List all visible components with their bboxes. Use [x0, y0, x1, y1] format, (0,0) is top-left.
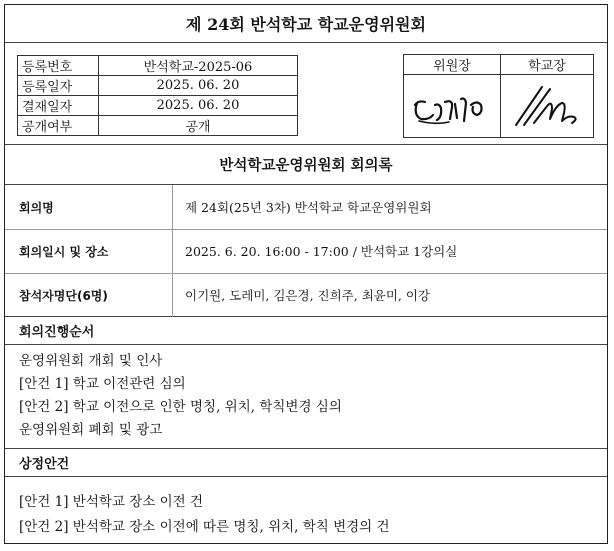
attendees-label: 참석자명단(6명)	[5, 273, 173, 317]
disclosure-label: 공개여부	[18, 116, 99, 136]
meeting-info	[5, 185, 607, 317]
meeting-name-value: 제 24회(25년 3차) 반석학교 학교운영위원회	[185, 200, 432, 215]
registration-date-label: 등록일자	[18, 76, 99, 96]
list-item: 운영위원회 폐회 및 광고	[19, 422, 163, 438]
list-item: 운영위원회 개회 및 인사	[19, 353, 163, 369]
meeting-datetime-label: 회의일시 및 장소	[5, 229, 173, 273]
list-item: [안건 1] 반석학교 장소 이전 건	[19, 494, 204, 510]
registration-table	[17, 55, 298, 136]
table-row	[18, 96, 298, 116]
list-item: [안건 2] 반석학교 장소 이전에 따른 명칭, 위치, 학칙 변경의 건	[19, 519, 390, 535]
registration-number-value: 반석학교-2025-06	[99, 56, 298, 76]
meeting-name-label: 회의명	[5, 185, 173, 229]
procedure-list	[5, 345, 607, 449]
approval-table	[403, 54, 594, 138]
registration-number-label: 등록번호	[18, 56, 99, 76]
principal-label: 학교장	[501, 55, 594, 75]
principal-signature-mark	[502, 75, 592, 133]
principal-signature	[501, 75, 594, 138]
disclosure-value: 공개	[99, 116, 298, 136]
minutes-title: 반석학교운영위원회 회의록	[5, 145, 607, 185]
approval-date-value: 2025. 06. 20	[99, 96, 298, 116]
minutes-document	[4, 4, 608, 544]
document-title: 제 24회 반석학교 학교운영위원회	[5, 5, 607, 43]
table-row	[18, 116, 298, 136]
chair-label: 위원장	[404, 55, 501, 75]
table-row	[18, 76, 298, 96]
attendees-value: 이기원, 도레미, 김은경, 진희주, 최윤미, 이강	[185, 288, 431, 303]
attendees-row	[5, 273, 607, 317]
meeting-datetime-row	[5, 229, 607, 274]
table-row	[18, 56, 298, 76]
agenda-heading: 상정안건	[5, 449, 607, 477]
meeting-datetime-value: 2025. 6. 20. 16:00 - 17:00 / 반석학교 1강의실	[185, 244, 458, 259]
registration-date-value: 2025. 06. 20	[99, 76, 298, 96]
procedure-heading: 회의진행순서	[5, 317, 607, 345]
meeting-name-row	[5, 185, 607, 230]
meta-section	[5, 43, 607, 145]
chair-signature	[404, 75, 501, 138]
chair-signature-mark	[405, 75, 499, 133]
list-item: [안건 2] 학교 이전으로 인한 명칭, 위치, 학칙변경 심의	[19, 399, 342, 415]
table-row	[404, 75, 594, 138]
list-item: [안건 1] 학교 이전관련 심의	[19, 376, 186, 392]
agenda-list	[5, 477, 607, 545]
table-row	[404, 55, 594, 75]
approval-date-label: 결재일자	[18, 96, 99, 116]
